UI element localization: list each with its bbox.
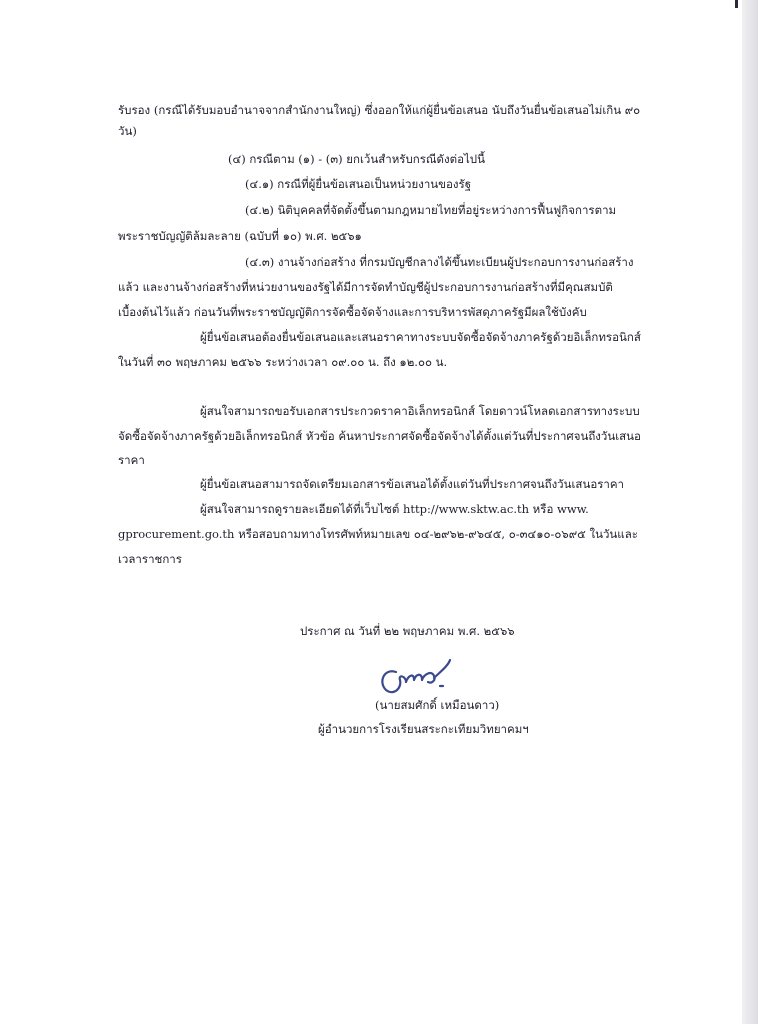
paragraph-line: เวลาราชการ — [118, 552, 182, 566]
document-request-paragraph: ผู้สนใจสามารถขอรับเอกสารประกวดราคาอิเล็กทรอนิกส์ โดยดาวน์โหลดเอกสารทางระบบ — [200, 404, 640, 418]
signer-name: (นายสมศักดิ์ เหมือนดาว) — [375, 698, 500, 712]
paragraph-line: แล้ว และงานจ้างก่อสร้างที่หน่วยงานของรัฐได้มีการจัดทำบัญชีผู้ประกอบการงานก่อสร้างที่มีคุณสมบัติ — [118, 280, 613, 294]
website-paragraph: ผู้สนใจสามารถดูรายละเอียดได้ที่เว็บไซต์ http://www.sktw.ac.th หรือ www. — [200, 502, 589, 516]
paragraph-line: ราคา — [118, 453, 145, 467]
clause-4: (๔) กรณีตาม (๑) - (๓) ยกเว้นสำหรับกรณีดังต่อไปนี้ — [228, 152, 485, 166]
submission-paragraph: ผู้ยื่นข้อเสนอต้องยื่นข้อเสนอและเสนอราคาทางระบบจัดซื้อจัดจ้างภาครัฐด้วยอิเล็กทรอนิกส์ — [200, 330, 641, 344]
paragraph-line: จัดซื้อจัดจ้างภาครัฐด้วยอิเล็กทรอนิกส์ หัวข้อ ค้นหาประกาศจัดซื้อจัดจ้างได้ตั้งแต่วันที่ประกาศจนถึงวันเสนอ — [118, 429, 641, 443]
submission-date: ในวันที่ ๓๐ พฤษภาคม ๒๕๖๖ ระหว่างเวลา ๐๙.๐๐ น. ถึง ๑๒.๐๐ น. — [118, 355, 448, 369]
paragraph-line: พระราชบัญญัติล้มละลาย (ฉบับที่ ๑๐) พ.ศ. ๒๕๖๑ — [118, 229, 362, 243]
scan-background — [742, 0, 758, 1024]
paragraph-line: วัน) — [118, 124, 137, 138]
clause-4-3: (๔.๓) งานจ้างก่อสร้าง ที่กรมบัญชีกลางได้ขึ้นทะเบียนผู้ประกอบการงานก่อสร้าง — [245, 255, 634, 269]
signature — [376, 652, 466, 698]
announcement-date: ประกาศ ณ วันที่ ๒๒ พฤษภาคม พ.ศ. ๒๕๖๖ — [300, 624, 515, 638]
signer-title: ผู้อำนวยการโรงเรียนสระกะเทียมวิทยาคมฯ — [318, 722, 529, 736]
scan-edge-mark — [735, 0, 738, 8]
preparation-paragraph: ผู้ยื่นข้อเสนอสามารถจัดเตรียมเอกสารข้อเสนอได้ตั้งแต่วันที่ประกาศจนถึงวันเสนอราคา — [200, 477, 625, 491]
clause-4-2: (๔.๒) นิติบุคคลที่จัดตั้งขึ้นตามกฎหมายไทยที่อยู่ระหว่างการฟื้นฟูกิจการตาม — [245, 203, 617, 217]
clause-4-1: (๔.๑) กรณีที่ผู้ยื่นข้อเสนอเป็นหน่วยงานของรัฐ — [245, 177, 472, 191]
contact-line: gprocurement.go.th หรือสอบถามทางโทรศัพท์หมายเลข ๐๔-๒๙๖๒-๙๖๔๕, ๐-๓๔๑๐-๐๖๙๕ ในวันและ — [118, 527, 638, 541]
paragraph-line: เบื้องต้นไว้แล้ว ก่อนวันที่พระราชบัญญัติการจัดซื้อจัดจ้างและการบริหารพัสดุภาครัฐมีผลใช้บังคับ — [118, 305, 587, 319]
paragraph-line: รับรอง (กรณีได้รับมอบอำนาจจากสำนักงานใหญ่) ซึ่งออกให้แก่ผู้ยื่นข้อเสนอ นับถึงวันยื่นข้อเสนอไม่เกิน ๙๐ — [118, 103, 641, 117]
